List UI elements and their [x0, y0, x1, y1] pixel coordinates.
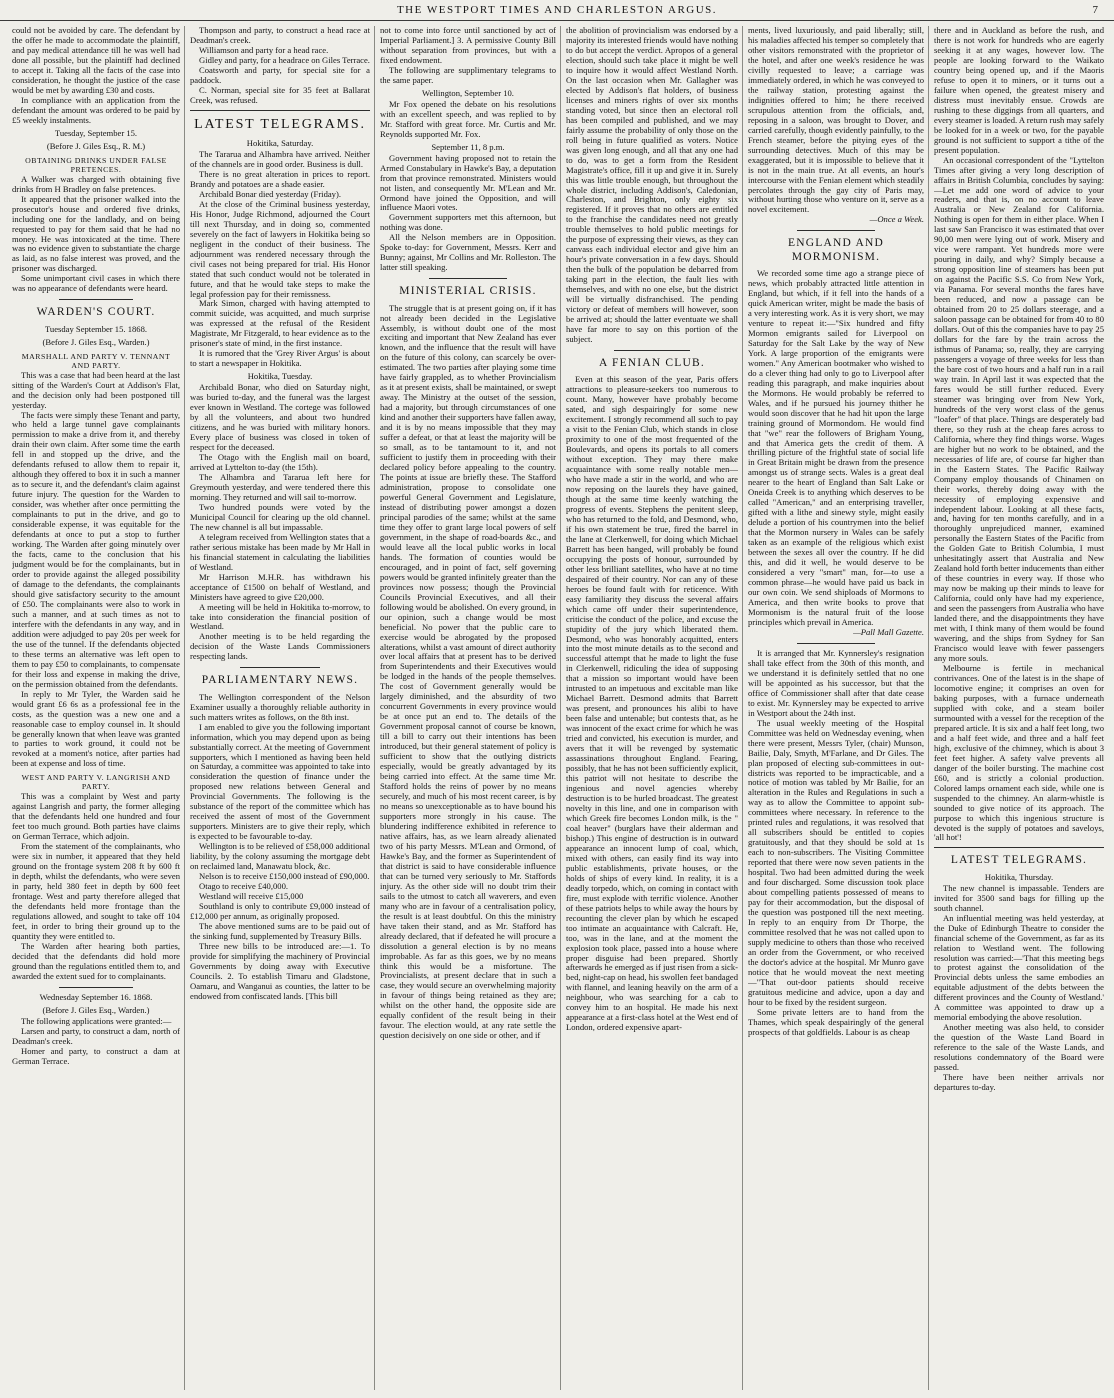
article-paragraph: ments, lived luxuriously, and paid liberally; still, his maladies affected his temper so completely that other visitors remonstrated with the proprietor of the hotel, and after one week's residence he was civilly requested to leave; a carriage was immediately ordered, in which he was conveyed to the railway station, protesting against the indignities offered to him; he there received scrupulous attention from the officials, and, reposing in a saloon, was brought to Dover, and carried carefully, though evidently painfully, to the French steamer, before the pitying eyes of the surrounding detectives. Much of this may be exaggerated, but it is impossible to believe that it is not in the main true. At all events, an hour's intercourse with the Fenian element which steadily percolates through the gay city of Paris may, without hurting those who venture on it, serve as a novel excitement.: [748, 26, 924, 215]
article-source: —Pall Mall Gazette.: [853, 626, 924, 637]
article-paragraph: Otago to receive £40,000.: [199, 881, 289, 892]
section-divider: [429, 278, 506, 279]
article-paragraph: Some unimportant civil cases in which there was no appearance of defendants were heard.: [12, 273, 180, 294]
column-3: [380, 26, 556, 1392]
section-divider: [797, 230, 874, 231]
article-paragraph: The facts were simply these Tenant and party, who held a large tunnel gave complainants permission to make a drive from it, and thereby drain their own claim. After some time the earth fell in and stopped up the drive, and the defendants refused to allow them to repair it, although they offered to box it in such a manner as to secure it, and the defendant's claim against future injury. The question for the Warden to consider, was whether after once permitting the complainants to put in the drive, and go to considerable expense, it was equitable for the defendants at once to put a stop to further working. The Warden after going minutely over the facts, came to the conclusion that his judgment would be for the complainants, but in order to provide against the alleged possibility of damage to the defendants, the complainants should give satisfactory security to the amount of £50. The complainants were also to work in such a manner, and at such times as not to interfere with the defendants in any way, and in addition were adjudged to pay 20s per week for the use of the tunnel. If the defendants objected to these terms an alternative was left open to them to pay £50 to complainants, to compensate for their loss and expense in making the drive, on the permission obtained from the defendants.: [12, 409, 180, 689]
court-date: Tuesday, September 15.: [54, 127, 138, 138]
dateline: Hokitika, Tuesday.: [247, 371, 313, 382]
article-paragraph: Even at this season of the year, Paris offers attractions to pleasure-seekers too numerous to count. Many, however have probably become sated, and sigh despairingly for some new excitement. I strongly recommend all such to pay a visit to the Fenian Club, which stands in close proximity to one of the most frequented of the Boulevards, and opens its portals to all comers without exception. They may there make acquaintance with some really notable men—who have made a stir in the world, and who are now reposing on the laurels they have gained, though at the same time keenly watching the progress of events. Stephens the penitent sleep, who has returned to the fold, and Desmond, who, if his own statement be true, fired the barrel in the lane at Clerkenwell, for doing which Michael Barrett has been hanged, will probably be found occupying the posts of honour, surrounded by other less brilliant satellites, who have at no time despaired of their country. Nor can any of these heroes be found fault with for reticence. With easy familiarity they discuss the several affairs which came off under their superintendence, criticise the conduct of the police, and excuse the stupidity of the jury which liberated them. Desmond, who was honorably acquitted, enters into the most minute details as to the second and successful attempt that he made to light the fuse in Clerkenwell, ridiculing the idea of supposing that a mission so important would have been intrusted to an impetuous and excitable man like Michael Barrett. Desmond admits that Barrett was present, and pronounces his alibi to have been false and untenable; but contests that, as he was innocent of the exact crime for which he was tried and convicted, his execution is murder, and avers that it will be revenged by systematic assassinations throughout England. Fearing, possibly, that he has not been sufficiently explicit, this patriot will not hesitate to describe the ingenious and novel agencies whereby destruction is to be hurled broadcast. The greatest novelty in this line, and one in comparison with which Greek fire becomes London milk, is the " coal heaver" (burglars have their alderman and bishop.) This engine of destruction is in outward appearance an innocent lump of coal, which, mixed with others, can easily find its way into public establishments, private houses, or the holds of ships of every kind. In reality, it is a deadly torpedo, which, on coming in contact with fire, must explode with terrific violence. Another of these patriots helps to while away the hours by recounting the clever plan by which he escaped too intimate an acquaintance with Calcraft. He, too, was in the lane, and at the moment the explosion took place, passed into a house where proper disguise had been prepared. Shortly afterwards he emerged as if just risen from a sick-bed, night-cap on head, his swollen feet bandaged with flannel, and leaning heavily on the arm of a neighbour, who was searching for a cab to convey him to an hospital. He made his next appearance at a first-class hotel at the West end of London, ordered expensive apart-: [566, 374, 738, 1033]
article-paragraph: Coatsworth and party, for special site for a paddock.: [190, 64, 370, 85]
dateline: Wellington, September 10.: [422, 87, 514, 98]
section-divider: [59, 987, 133, 988]
case-title: OBTAINING DRINKS UNDER FALSE PRETENCES.: [25, 155, 167, 174]
article-paragraph: Government having proposed not to retain the Armed Constabulary in Hawke's Bay, a deputation from that province remonstrated. Ministers would not listen, and consequently Mr. M'Lean and Mr. Ormond have joined the Opposition, and will influence Maori votes.: [380, 152, 556, 213]
article-paragraph: In reply to Mr Tyler, the Warden said he would grant £6 6s as a professional fee in the costs, as the question was a new one and a reasonable case to employ counsel in. It should be generally known that when leave was granted to parties to work ground, it could not be revoked at a moment's notice, after parties had been at expense and loss of time.: [12, 688, 180, 769]
article-paragraph: It is arranged that Mr. Kynnersley's resignation shall take effect from the 30th of this month, and we understand it is definitely settled that no one will be appointed as his successor, but that the office of Commissioner shall after that date cease to exist. Mr. Kynnersley may be expected to arrive in Westport about the 24th inst.: [748, 647, 924, 718]
section-divider: [934, 847, 1104, 848]
section-heading: MINISTERIAL CRISIS.: [399, 285, 537, 298]
section-divider: [797, 643, 874, 644]
column-5: [748, 26, 924, 1392]
article-paragraph: Another meeting was also held, to consider the question of the Waste Land Board in reference to the sale of the Waste Lands, and resolutions condemnatory of the Board were passed.: [934, 1022, 1104, 1073]
article-paragraph: An occasional correspondent of the "Lyttelton Times after giving a very long description of affairs in British Columbia, concludes by saying:—Let me add one word of advice to your readers, and that is, on no account to leave Australia or New Zealand for California. Nothing is open for them in either place. When I last saw San Francisco it was estimated that over 90,00 men were lying out of work. Misery and vice were rampant. Yet hundreds more were pouring in daily, and why? Simply because a strong opposition line of steamers has been put on against the Pacific S.S. Co from New York, via Panama. For several months the fares have been reduced, and now a passage can be obtained from 20 to 25 dollars steerage, and a saloon passage can be obtained for from 40 to 80 dollars. Out of this the companies have to pay 25 dollars for the fare by the train across the isthmus of Panama; so, really, they are carrying passengers a voyage of three weeks for less than the bare cost of two hours and a half run in a rail way train. In April last it was expected that the fares would be still further reduced. Every steamer was bringing over from New York, hundreds of the very worst class of the genus "loafer" of that place. Things are desperately bad there, so they rush at the cheap fares across to California, where they find things worse. Wages are higher but no work to be obtained, and the necessaries of life are, of course far higher than in the Eastern States. The Pacific Railway Company employ thousands of Chinamen on their works, thereby doing away with the necessity of employing expensive and independent labour. Looking at all these facts, and, having for ten months carefully, and in a thoroughly unprejudiced manner, examined personally the Eastern States of the Pacific from the Golden Gate to British Columbia, I must unhesitatingly assert that Australia and New Zealand hold forth better inducements than either of these countries in every way. If those who may now be making up their minds to leave for California, could only have had my experience, and seen the passengers from Australia who have landed there, and the disappointments they have met with, I think many of them would be found wavering, and the ships from Sydney for San Francisco would leave with fewer passengers any more souls.: [934, 154, 1104, 664]
court-judge: (Before J. Giles Esq., Warden.): [42, 1004, 150, 1015]
article-paragraph: The above mentioned sums are to be paid out of the sinking fund, supplemented by Treasury Bills.: [190, 920, 370, 941]
section-heading: PARLIAMENTARY NEWS.: [201, 674, 359, 687]
court-judge: (Before J. Giles Esq., R. M.): [46, 140, 146, 151]
article-paragraph: there and in Auckland as before the rush, and there is not work for hundreds who are eagerly seeking it at any wages, however low. The people are looking forward to the Waikato country being opened up, and if the Maoris refuse to open it to miners, or it turns out a failure when opened, the greatest misery and distress must inevitably ensue. Crowds are rushing to these diggings from all quarters, and every steamer is loaded. A return rush may safely be looked for in a week or two, for the payable ground is not sufficient to support a tithe of the present population.: [934, 26, 1104, 155]
case-title: MARSHALL AND PARTY V. TENNANT AND PARTY.: [21, 351, 171, 370]
article-paragraph: Archibald Bonar died yesterday (Friday).: [199, 188, 341, 199]
article-paragraph: Wellington is to be relieved of £58,000 additional liability, by the colony assuming the mortgage debt on reclaimed land, Manawatu block, &c.: [190, 841, 370, 872]
article-paragraph: It is rumored that the 'Grey River Argus' is about to start a newspaper in Hokitika.: [190, 348, 370, 369]
article-paragraph: C. Norman, special site for 35 feet at Ballarat Creek, was refused.: [190, 84, 370, 105]
article-paragraph: The Tararua and Alhambra have arrived. Neither of the channels are in good order. Business is dull.: [190, 148, 370, 169]
article-paragraph: A Walker was charged with obtaining five drinks from H Bradley on false pretences.: [12, 173, 180, 194]
article-paragraph: An influential meeting was held yesterday, at the Duke of Edinburgh Theatre to consider the financial scheme of the Government, as far as its relation to Westland went. The following resolution was carried:—'That this meeting begs to protest against the consolidation of the Provincial debts unless the same embodies an equitable adjustment of the debts between the different provinces and the County of Westland.' A committee was appointed to draw up a memorial embodying the above resolution.: [934, 912, 1104, 1023]
article-source: —Once a Week.: [869, 214, 924, 225]
article-paragraph: All the Nelson members are in Opposition. Spoke to-day: for Government, Messrs. Kerr and Bunny; against, Mr Collins and Mr. Rolleston. The latter still speaking.: [380, 232, 556, 273]
section-divider: [614, 350, 690, 351]
article-paragraph: The following are supplimentary telegrams to the same paper.: [380, 64, 556, 85]
article-paragraph: Williamson and party for a head race.: [199, 44, 329, 55]
article-paragraph: The Warden after hearing both parties, decided that the defendants did hold more ground than the regulations entitled them to, and awarded the extent sued for to complainants.: [12, 940, 180, 981]
article-paragraph: This was a case that had been heard at the last sitting of the Warden's Court at Addison's Flat, and the decision only had been postponed till yesterday.: [12, 369, 180, 410]
article-paragraph: Archibald Bonar, who died on Saturday night, was buried to-day, and the funeral was the largest ever known in Westland. The cortege was followed by all the volunteers, and about two hundred citizens, and he was buried with military honors. Every place of business was closed in token of respect for the deceased.: [190, 382, 370, 453]
section-heading: WARDEN'S COURT.: [36, 306, 156, 319]
article-paragraph: Gidley and party, for a headrace on Giles Terrace.: [199, 54, 370, 65]
article-paragraph: Westland will receive £15,000: [199, 891, 304, 902]
court-date: Tuesday September 15. 1868.: [44, 323, 148, 334]
article-paragraph: The struggle that is at present going on, if it has not already been decided in the Legislative Assembly, is without doubt one of the most exciting and important that New Zealand has ever known, and the influence that the result will have on the future of this colony, can scarcely be over-estimated. The two parties after playing some time have fairly grappled, as to whether Provincialism as it at present exists, shall be maintained, or swept away. The Ministry at the outset of the session, had a majority, but through circumstances of one kind and another their supporters have fallen away, and it is by no means impossible that they may suffer a defeat, or that at least the majority will be so small, as to be tantamount to it, and not sufficient to justify them in proceeding with their declared policy before appealing to the country. The points at issue are briefly these. The Stafford administration, propose to consolidate one powerful General Government and Legislature, instead of distributing power amongst a dozen principal parodies of the same; whilst at the same time they offer to grant large local powers of self government, in the shape of road-boards &c., and would leave all the local public works in local hands. The formation of counties would be encouraged, and in point of fact, self governing powers would be granted infinitely greater than the provinces now possess; though the Provincial Councils Provincial Executives, and all their following would be abolished. On every ground, in our opinion, such a change would be most beneficial. No power that the public care to exercise would be abrogated by the proposed alterations, whilst a vast amount of direct authority over local affairs that at present has to be derived from Superintendents and their Executives would be lodged in the hands of the people themselves. The cost of Government generally would be largely diminished, and the absurdity of two concurrent Governments in every province would be at once put an end to. The details of the Government proposal cannot of course be known, till a bill to carry out their intentions has been introduced, but their general statement of policy is sufficient to show that the outlying districts especially, would be greatly advantaged by its being carried into effect. At the same time Mr. Stafford holds the reins of power by no means securely, and much of his most recent career, is by no means so unexceptionable as to have bound his supporters more strongly in his cause. The blundering indifference exhibited in reference to native affairs, has, as we learn already alienated two of his party Messrs. M'Lean and Ormond, of Hawke's Bay, and the former as Superintendent of that district is said to have considerable influence that can be turned very seriously to Mr. Staffords injury. As the other side will no doubt trim their sails to the utmost to catch all waverers, and even many who are in favour of a centralisation policy, the result is at least doubtful. On this the ministry have taken their stand, and as Mr. Stafford has already declared, that if defeated he will procure a dissolution a general election is by no means improbable. As far as this goes, we by no means think this would be a misfortune. The Provincialists, at present declare that in such a case, they would secure an overwhelming majority in favour of things being retained as they are; whilst on the other hand, the opposite side are equally confident of the result being in their favour. The election would, at any rate settle the question decisively on one side or other, and if: [380, 302, 556, 1041]
dateline: Hokitika, Saturday.: [246, 137, 314, 148]
article-paragraph: There have been neither arrivals nor departures to-day.: [934, 1072, 1104, 1093]
page-number: 7: [1092, 4, 1098, 16]
section-divider: [190, 110, 370, 111]
case-title: WEST AND PARTY V. LANGRISH AND PARTY.: [21, 773, 171, 792]
article-paragraph: The usual weekly meeting of the Hospital Committee was held on Wednesday evening, when there were present, Messrs Tyler, (chair) Munson, Bailie, Daly, Smyth, M'Farlane, and Dr Giles. The plan proposed of electing sub-committees in out-districts was reported to be impracticable, and a notice of motion was tabled by Mr Bailie, for an alteration in the Rules and Regulations in such a way as to allow the Committee to appoint sub-committees where necessary. In reference to the printed rules and regulations, it was resolved that all subscribers should be entitled to copies gratuitously, and that they should be sold at 1s each to non-subscribers. The Visiting Committee reported that there were now seven patients in the hospital. Two had been admitted during the week and four discharged. Some discussion took place about compelling patients possessed of means to pay for their accommodation, but the disposal of the question was postponed till the next meeting. In reply to an enquiry from Dr Thorpe, the committee resolved that he was not called upon to supply medicine to others than those who received an order from the Government, or who received the doctor's advice at the hospital. Mr Munro gave notice that he would moveat the next meeting—"That out-door patients should receive gratuitous medicine and advice, upon a day and hour to be fixed by the resident surgeon.: [748, 717, 924, 1007]
article-paragraph: The Alhambra and Tararua left here for Greymouth yesterday, and were tendered there this morning. They returned and will sail to-morrow.: [190, 471, 370, 502]
column-1: [12, 26, 180, 1392]
article-paragraph: A meeting will be held in Hokitika to-morrow, to take into consideration the financial position of Westland.: [190, 601, 370, 632]
article-paragraph: I am enabled to give you the following important information, which you may depend upon as being substantially correct. At the meeting of Government supporters, which I mentioned as having been held on Saturday, a committee was appointed to take into consideration the question of finance under the proposed new relations between General and Provincial Governments. The following is the substance of the report of the committee which has received the assent of most of the Government supporters. Ministers are to give their reply, which is expected to be favourable to-day.: [190, 721, 370, 842]
article-paragraph: Southland is only to contribute £9,000 instead of £12,000 per annum, as originally proposed.: [190, 901, 370, 921]
dateline: Hokitika, Thursday.: [984, 871, 1054, 882]
court-date: Wednesday September 16. 1868.: [39, 991, 153, 1002]
column-6: [934, 26, 1104, 1392]
article-paragraph: Homer and party, to construct a dam at German Terrace.: [12, 1045, 180, 1066]
section-divider: [240, 667, 319, 668]
section-heading: ENGLAND AND MORMONISM.: [788, 237, 884, 263]
article-paragraph: The following applications were granted:—: [21, 1015, 172, 1026]
article-paragraph: The Wellington correspondent of the Nelson Examiner usually a thoroughly reliable authority in such matters writes as follows, on the 8th inst.: [190, 691, 370, 722]
section-divider: [59, 299, 133, 300]
article-paragraph: Another meeting is to be held regarding the decision of the Waste Lands Commissioners respecting lands.: [190, 631, 370, 662]
section-heading: LATEST TELEGRAMS.: [950, 854, 1088, 867]
article-paragraph: Mr Harrison M.H.R. has withdrawn his acceptance of £1500 on behalf of Westland, and Ministers have agreed to give £20,000.: [190, 571, 370, 602]
section-heading: LATEST TELEGRAMS.: [194, 116, 366, 132]
article-paragraph: could not be avoided by care. The defendant by the offer he made to accommodate the plaintiff, and pay medical attendance till he was well had done all possible, but the plaintiff had declined to accept it. Taking all the facts of the case into consideration, he thought the justice of the case would be met by awarding £30 and costs.: [12, 26, 180, 95]
article-paragraph: Two hundred pounds were voted by the Municipal Council for clearing up the old channel. The new channel is all but impassable.: [190, 501, 370, 532]
article-paragraph: In compliance with an application from the defendant the amount was ordered to be paid by £5 weekly instalments.: [12, 94, 180, 125]
article-paragraph: The Otago with the English mail on board, arrived at Lyttelton to-day (the 15th).: [190, 452, 370, 472]
section-heading: A FENIAN CLUB.: [599, 357, 705, 369]
article-paragraph: Thompson and party, to construct a head race at Deadman's creek.: [190, 26, 370, 45]
article-paragraph: We recorded some time ago a strange piece of news, which probably attracted little attention in England, but which, if it fell into the hands of a quick American writer, might be made the basis of a very interesting work. As it is very short, we may venture to repeat it:—"Six hundred and fifty Mormon emigrants sailed for Liverpool on Saturday for the Salt Lake by the way of New York. A large proportion of the emigrants were women." Any American bootmaker who wished to do a clever thing had only to go to Liverpool after reading this paragraph, and make inquiries about the Mormons. He would probably be referred to Wales, and if he pursued his journey thither he would soon discover that he had hit upon the large training ground of Mormondom. He would find that "we" rear the followers of Brigham Young, and that America gets the credit of them. A thrilling picture of the frightful state of social life in Great Britain might be drawn from the presence amongst us of strange sects. Wales is a great deal nearer to the heart of England than Salt Lake or Oneida Creek is to anything which deserves to be called "American," and an enterprising traveller, gifted with a lithe and sinewy style, might easily delude a portion of his countrymen into the belief that the Mormon nursery in Wales can be safely taken as an example of the religious which exist between the sexes all over the country. If he did this, and did it well, he would deserve to be considered a very "smart" man, for—to use a common phrase—he would have paid us back in our own coin. We send shiploads of Mormons to America, and then write books to prove that Mormonism is the natural fruit of the loose principles which prevail in America.: [748, 268, 924, 627]
dateline: September 11, 8 p.m.: [431, 141, 505, 152]
article-paragraph: not to come into force until sanctioned by act of Imperial Parliament.] 3. A permissive County Bill without separation from provinces, but with a fixed endowment.: [380, 26, 556, 65]
article-paragraph: Some private letters are to hand from the Thames, which speak despairingly of the general prospects of that goldfields. Labour is as cheap: [748, 1006, 924, 1037]
article-paragraph: Melbourne is fertile in mechanical contrivances. One of the latest is in the shape of locomotive engine; it comprises an oven for baking purposes, with a furnace underneath supplied with coke, and a steam boiler surmounted with a vessel for the reception of the prepared article. It is six and a half feet long, two and a half feet wide, and three and a half feet high, exclusive of the chimney, which is about 3 feet feet higher. A safety valve prevents all danger of the boiler bursting. The machine cost £60, and is strictly a colonial production. Colored lamps ornament each side, while one is suspended to the chimney. An alarm-whistle is sounded to give notice of its approach. The purpose to which this ingenious structure is devoted is the supply of potatoes and saveloys, 'all hot'!: [934, 663, 1104, 843]
article-paragraph: It appeared that the prisoner walked into the prosecutor's house and ordered five drinks, including one for the landlady, and on being requested to pay for them said that he had no money. He was intoxicated at the time. There was no evidence given to substantiate the charge as laid, as no false interest was proved, and the prisoner was discharged.: [12, 193, 180, 274]
article-paragraph: Three new bills to be introduced are:—1. To provide for simplifying the machinery of Provincial Governments by doing away with Executive Councils. 2. To establish Timaru and Gladstone, Oamaru, and Wanganui as counties, the latter to be endowed from confiscated lands. [This bill: [190, 940, 370, 1001]
article-paragraph: Mark Simon, charged with having attempted to commit suicide, was acquitted, and much surprise was expressed at the refusal of the Resident Magistrate, Mr Fitzgerald, to hear evidence as to the prisoner's state of mind, in the first instance.: [190, 298, 370, 349]
article-paragraph: Government supporters met this afternoon, but nothing was done.: [380, 212, 556, 233]
article-paragraph: A telegram received from Wellington states that a rather serious mistake has been made by Mr Hall in his financial statement in calculating the liabilities of Westland.: [190, 531, 370, 572]
column-4: [566, 26, 738, 1392]
article-paragraph: There is no great alteration in prices to report. Brandy and potatoes are a shade easier.: [190, 168, 370, 189]
article-paragraph: The new channel is impassable. Tenders are invited for 3500 sand bags for filling up the south channel.: [934, 882, 1104, 913]
article-paragraph: At the close of the Criminal business yesterday, His Honor, Judge Richmond, adjourned the Court till next Thursday, and in doing so, commented severely on the fact of lawyers in Hokitika being so negligent in the conduct of their business. The adjournment was rendered necessary through the civil cases not being prepared for trial. His Honor stated that such conduct would not be tolerated in future, and that he would take steps to make the legal profession pay for their remissness.: [190, 198, 370, 299]
newspaper-title: THE WESTPORT TIMES AND CHARLESTON ARGUS.: [396, 4, 718, 16]
masthead: [0, 0, 1114, 21]
article-paragraph: Larsen and party, to construct a dam, north of Deadman's creek.: [12, 1025, 180, 1046]
article-paragraph: Nelson is to receive £150,000 instead of £90,000.: [199, 871, 370, 882]
column-2: [190, 26, 370, 1392]
article-paragraph: This was a complaint by West and party against Langrish and party, the former alleging that the defendants held one hundred and four feet too much ground. Both parties have claims on German Terrace, which adjoin.: [12, 791, 180, 842]
article-paragraph: the abolition of provincialism was endorsed by a majority its interested friends would have nothing to do but accept the verdict. Apropos of a general election, should such take place it might be well to inquire how it would affect Westland North. On the last occasion when Mr. Gallagher was elected by Addison's flat holders, of business licenses and miners rights of over six months standing voted, but since then an electoral roll has been compiled and published, and we may fairly assume the probability of only those on the roll being in future qualified as voters. Notice was given long enough, and all that any one had to do, was to get a form from the Resident Magistrate's office, fill it up and give it in. Surely this was little trouble enough, but throughout the whole district, including Addison's, Caledonian, Charleston, and Brighton, only eighty six registered. If it proves that no others are entitled to the franchise the candidates need not greatly trouble themselves to hold public meetings for the purpose of expressing their views, as they can canvass each individual elector and give him an hour's private conversation in a few days. Should then the bulk of the population be debarred from taking part in the election, the fault lies with themselves, and with no one else, but the district will be virtually disfranchised. The pending victory or defeat of members will however, soon be arrived at; should the latter eventuate we shall have far more to say on this portion of the subject.: [566, 26, 738, 345]
article-paragraph: From the statement of the complainants, who were six in number, it appeared that they held ground on the frontage system 208 ft by 600 ft in depth, whilst the defendants, who were seven in party, held 380 feet in depth by 600 feet frontage. West and party therefore alleged that the defendants held more frontage than the regulations allowed, and sought to take off 104 feet, in order to bring their ground up to the quantity they were entitled to.: [12, 841, 180, 942]
court-judge: (Before J. Giles Esq., Warden.): [42, 336, 150, 347]
article-paragraph: Mr Fox opened the debate on his resolutions with an excellent speech, and was replied to by Mr. Stafford with great force. Mr. Curtis and Mr. Reynolds supported Mr. Fox.: [380, 98, 556, 139]
